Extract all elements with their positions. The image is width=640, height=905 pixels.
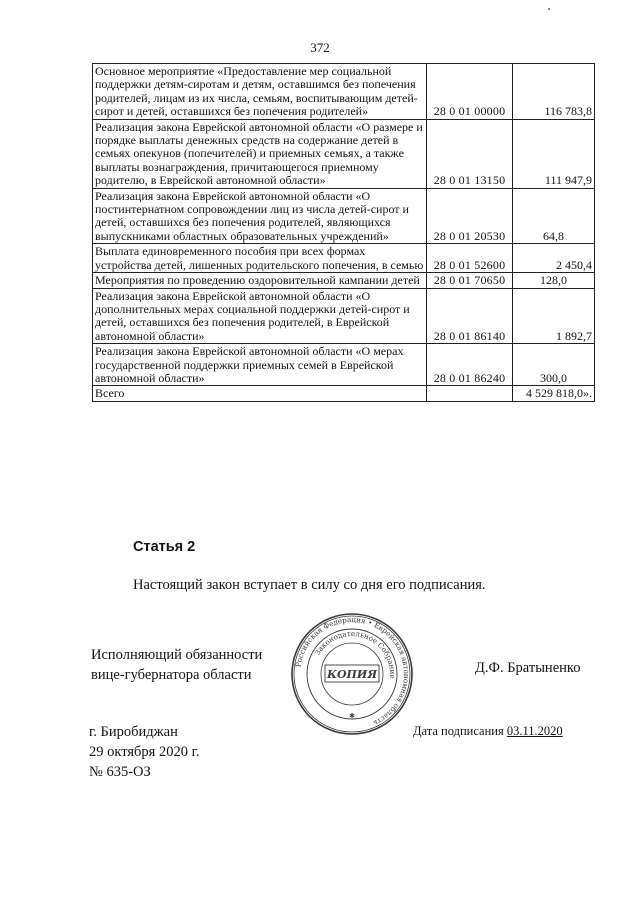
row-name: Реализация закона Еврейской автономной области «О постинтернатном сопровождении лиц из числа детей-сирот и детей, оставшихся без попечения родителей, являющихся выпускниками областных образовательных учреждений» [93, 188, 427, 244]
table-row [93, 64, 595, 120]
place-date-block [89, 722, 200, 782]
total-row [93, 386, 595, 401]
seal-inner-text: Законодательное Собрание [312, 628, 398, 680]
total-amount: 4 529 818,0». [513, 386, 595, 401]
row-code: 28 0 01 13150 [427, 119, 513, 188]
article-text: Настоящий закон вступает в силу со дня его подписания. [133, 577, 486, 593]
row-amount: 1 892,7 [513, 288, 595, 344]
scan-speck [548, 8, 550, 10]
signer-position-line2: вице-губернатора области [91, 667, 252, 683]
row-name: Реализация закона Еврейской автономной области «О дополнительных мерах социальной поддержки детей-сирот и детей, оставшихся без попечения родителей, в Еврейской автономной области» [93, 288, 427, 344]
seal-star-icon: ✱ [349, 712, 355, 720]
row-code: 28 0 01 00000 [427, 64, 513, 120]
table-row [93, 344, 595, 386]
page-number: 372 [310, 40, 330, 55]
table-row [93, 273, 595, 288]
row-amount: 111 947,9 [513, 119, 595, 188]
row-name: Реализация закона Еврейской автономной области «О размере и порядке выплаты денежных средств на содержание детей в семьях опекунов (попечителей) и приемных семьях, а также выплаты вознаграждения, причитающегося приемному родителю, в Еврейской автономной области» [93, 119, 427, 188]
seal-outer-text: Российская Федерация • Еврейская автономная область [293, 614, 412, 728]
row-code: 28 0 01 86140 [427, 288, 513, 344]
row-name: Реализация закона Еврейской автономной области «О мерах государственной поддержки приемных семей в Еврейской автономной области» [93, 344, 427, 386]
row-code: 28 0 01 52600 [427, 244, 513, 273]
total-label: Всего [93, 386, 427, 401]
row-code: 28 0 01 20530 [427, 188, 513, 244]
row-amount: 116 783,8 [513, 64, 595, 120]
signing-date-label: Дата подписания [413, 724, 504, 738]
row-name: Выплата единовременного пособия при всех формах устройства детей, лишенных родительского попечения, в семью [93, 244, 427, 273]
row-amount: 128,0 [513, 273, 595, 288]
law-date: 29 октября 2020 г. [89, 744, 200, 760]
row-name: Основное мероприятие «Предоставление мер социальной поддержки детям-сиротам и детям, оставшимся без попечения родителей, лицам из их числа, семьям, воспитывающим детей-сирот и детей, оставшихся без попечения родителей» [93, 64, 427, 120]
table-row [93, 288, 595, 344]
table-row [93, 119, 595, 188]
official-seal-stamp [288, 610, 416, 738]
row-amount: 64,8 [513, 188, 595, 244]
row-amount: 300,0 [513, 344, 595, 386]
signer-position [91, 645, 262, 685]
signing-date-value: 03.11.2020 [506, 724, 563, 738]
city: г. Биробиджан [89, 724, 178, 740]
budget-table [92, 63, 595, 402]
signer-name: Д.Ф. Братыненко [475, 660, 581, 676]
article-title: Статья 2 [133, 539, 196, 555]
total-code-empty [427, 386, 513, 401]
signing-date [413, 724, 563, 739]
row-name: Мероприятия по проведению оздоровительной кампании детей [93, 273, 427, 288]
row-code: 28 0 01 86240 [427, 344, 513, 386]
table-row [93, 188, 595, 244]
law-number: № 635-ОЗ [89, 764, 151, 780]
row-amount: 2 450,4 [513, 244, 595, 273]
signer-position-line1: Исполняющий обязанности [91, 647, 263, 663]
row-code: 28 0 01 70650 [427, 273, 513, 288]
budget-table-body [93, 64, 595, 402]
table-row [93, 244, 595, 273]
seal-copy-label: КОПИЯ [326, 668, 378, 681]
